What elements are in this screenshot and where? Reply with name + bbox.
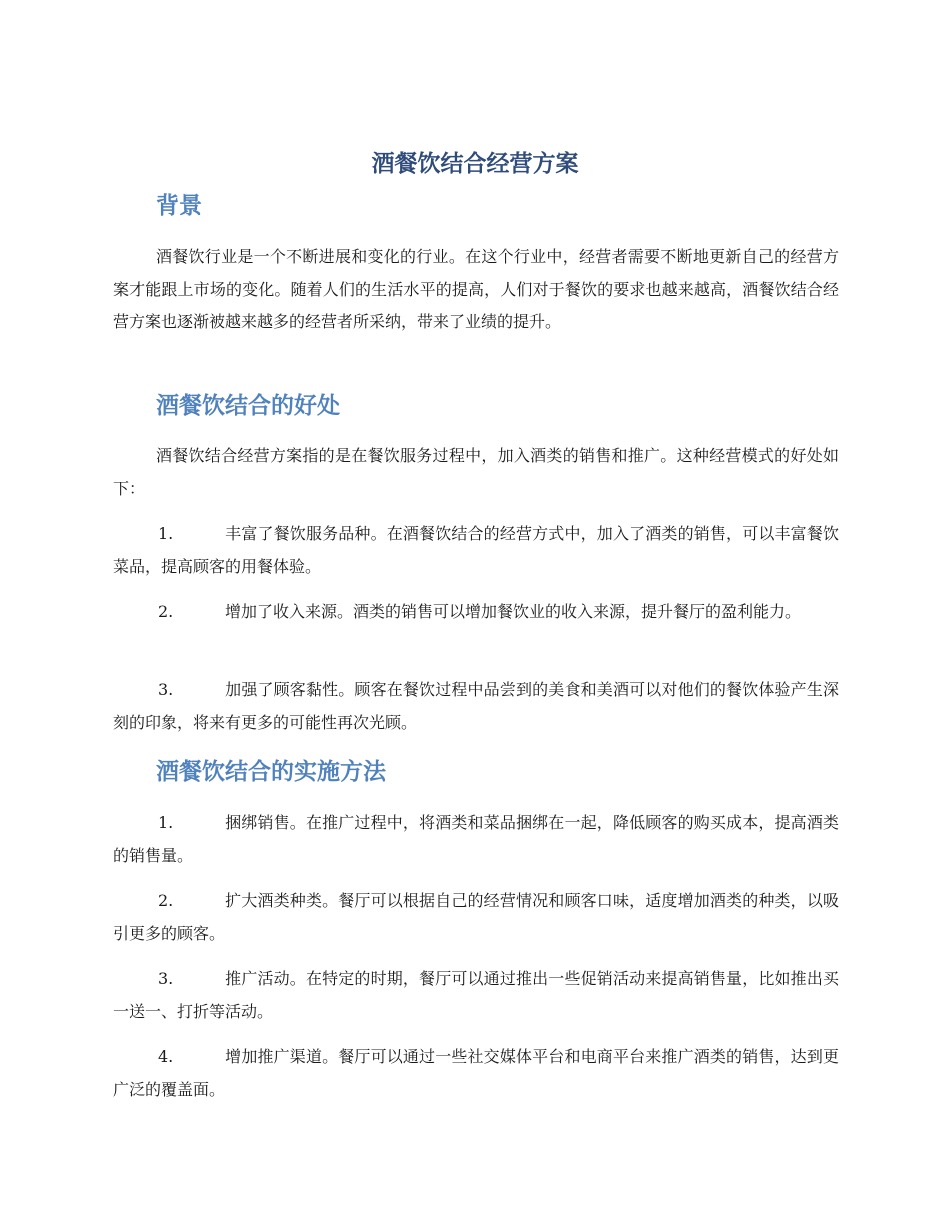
benefits-intro-paragraph: 酒餐饮结合经营方案指的是在餐饮服务过程中，加入酒类的销售和推广。这种经营模式的好处如下： bbox=[113, 446, 839, 498]
list-item-text: 增加推广渠道。餐厅可以通过一些社交媒体平台和电商平台来推广酒类的销售，达到更广泛的覆盖面。 bbox=[113, 1047, 839, 1099]
method-list-item bbox=[113, 885, 839, 950]
list-number: 3. bbox=[158, 969, 174, 988]
benefit-list-item bbox=[113, 596, 839, 629]
list-item-text: 推广活动。在特定的时期，餐厅可以通过推出一些促销活动来提高销售量，比如推出买一送一、打折等活动。 bbox=[113, 969, 839, 1021]
section-heading-background: 背景 bbox=[156, 193, 202, 219]
list-number: 4. bbox=[158, 1047, 174, 1066]
benefit-list-item bbox=[113, 518, 839, 583]
list-item-text: 加强了顾客黏性。顾客在餐饮过程中品尝到的美食和美酒可以对他们的餐饮体验产生深刻的印象，将来有更多的可能性再次光顾。 bbox=[113, 680, 839, 732]
method-list-item bbox=[113, 1041, 839, 1106]
document-title: 酒餐饮结合经营方案 bbox=[371, 151, 579, 177]
list-number: 1. bbox=[158, 813, 174, 832]
list-item-text: 捆绑销售。在推广过程中，将酒类和菜品捆绑在一起，降低顾客的购买成本，提高酒类的销售量。 bbox=[113, 813, 839, 865]
list-item-text: 增加了收入来源。酒类的销售可以增加餐饮业的收入来源，提升餐厅的盈利能力。 bbox=[225, 602, 802, 621]
section-heading-benefits: 酒餐饮结合的好处 bbox=[156, 393, 340, 419]
list-number: 1. bbox=[158, 524, 174, 543]
method-list-item bbox=[113, 807, 839, 872]
list-item-text: 扩大酒类种类。餐厅可以根据自己的经营情况和顾客口味，适度增加酒类的种类，以吸引更多的顾客。 bbox=[113, 891, 839, 943]
method-list-item bbox=[113, 963, 839, 1028]
list-number: 3. bbox=[158, 680, 174, 699]
section-heading-methods: 酒餐饮结合的实施方法 bbox=[156, 759, 386, 785]
benefit-list-item bbox=[113, 674, 839, 739]
list-item-text: 丰富了餐饮服务品种。在酒餐饮结合的经营方式中，加入了酒类的销售，可以丰富餐饮菜品，提高顾客的用餐体验。 bbox=[113, 524, 839, 576]
list-number: 2. bbox=[158, 891, 174, 910]
background-paragraph: 酒餐饮行业是一个不断进展和变化的行业。在这个行业中，经营者需要不断地更新自己的经营方案才能跟上市场的变化。随着人们的生活水平的提高，人们对于餐饮的要求也越来越高，酒餐饮结合经营方案也逐渐被越来越多的经营者所采纳，带来了业绩的提升。 bbox=[113, 247, 839, 331]
list-number: 2. bbox=[158, 602, 174, 621]
